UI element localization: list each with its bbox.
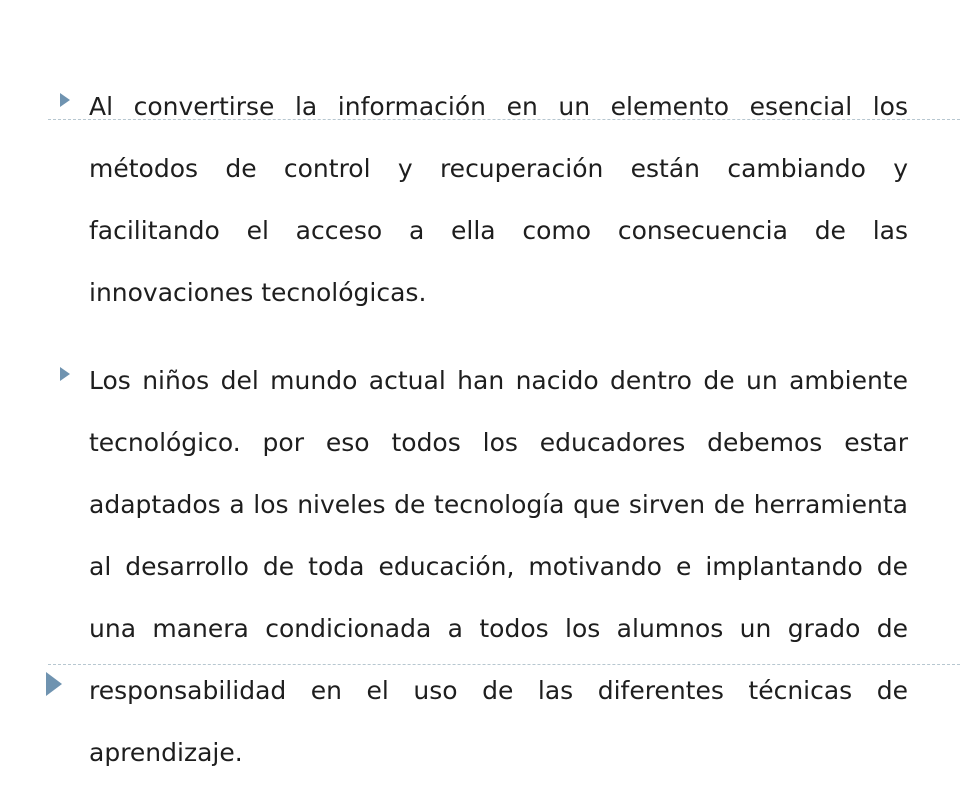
bullet-text: Los niños del mundo actual han nacido dentro de un ambiente tecnológico. por eso todos los educadores debemos estar adaptados a los niveles de tecnología que sirven de herramienta al desarrollo de toda educación, motivando e implantando de una manera condicionada a todos los alumnos un grado de responsabilidad en el uso de las diferentes técnicas de aprendizaje. [89,366,908,767]
triangle-bullet-icon [60,93,70,107]
bullet-item [56,76,908,324]
bullet-item [56,350,908,784]
triangle-bullet-icon [60,367,70,381]
bullet-text: Al convertirse la información en un elemento esencial los métodos de control y recuperación están cambiando y facilitando el acceso a ella como consecuencia de las innovaciones tecnológicas. [89,92,908,307]
bullet-list [56,76,908,810]
